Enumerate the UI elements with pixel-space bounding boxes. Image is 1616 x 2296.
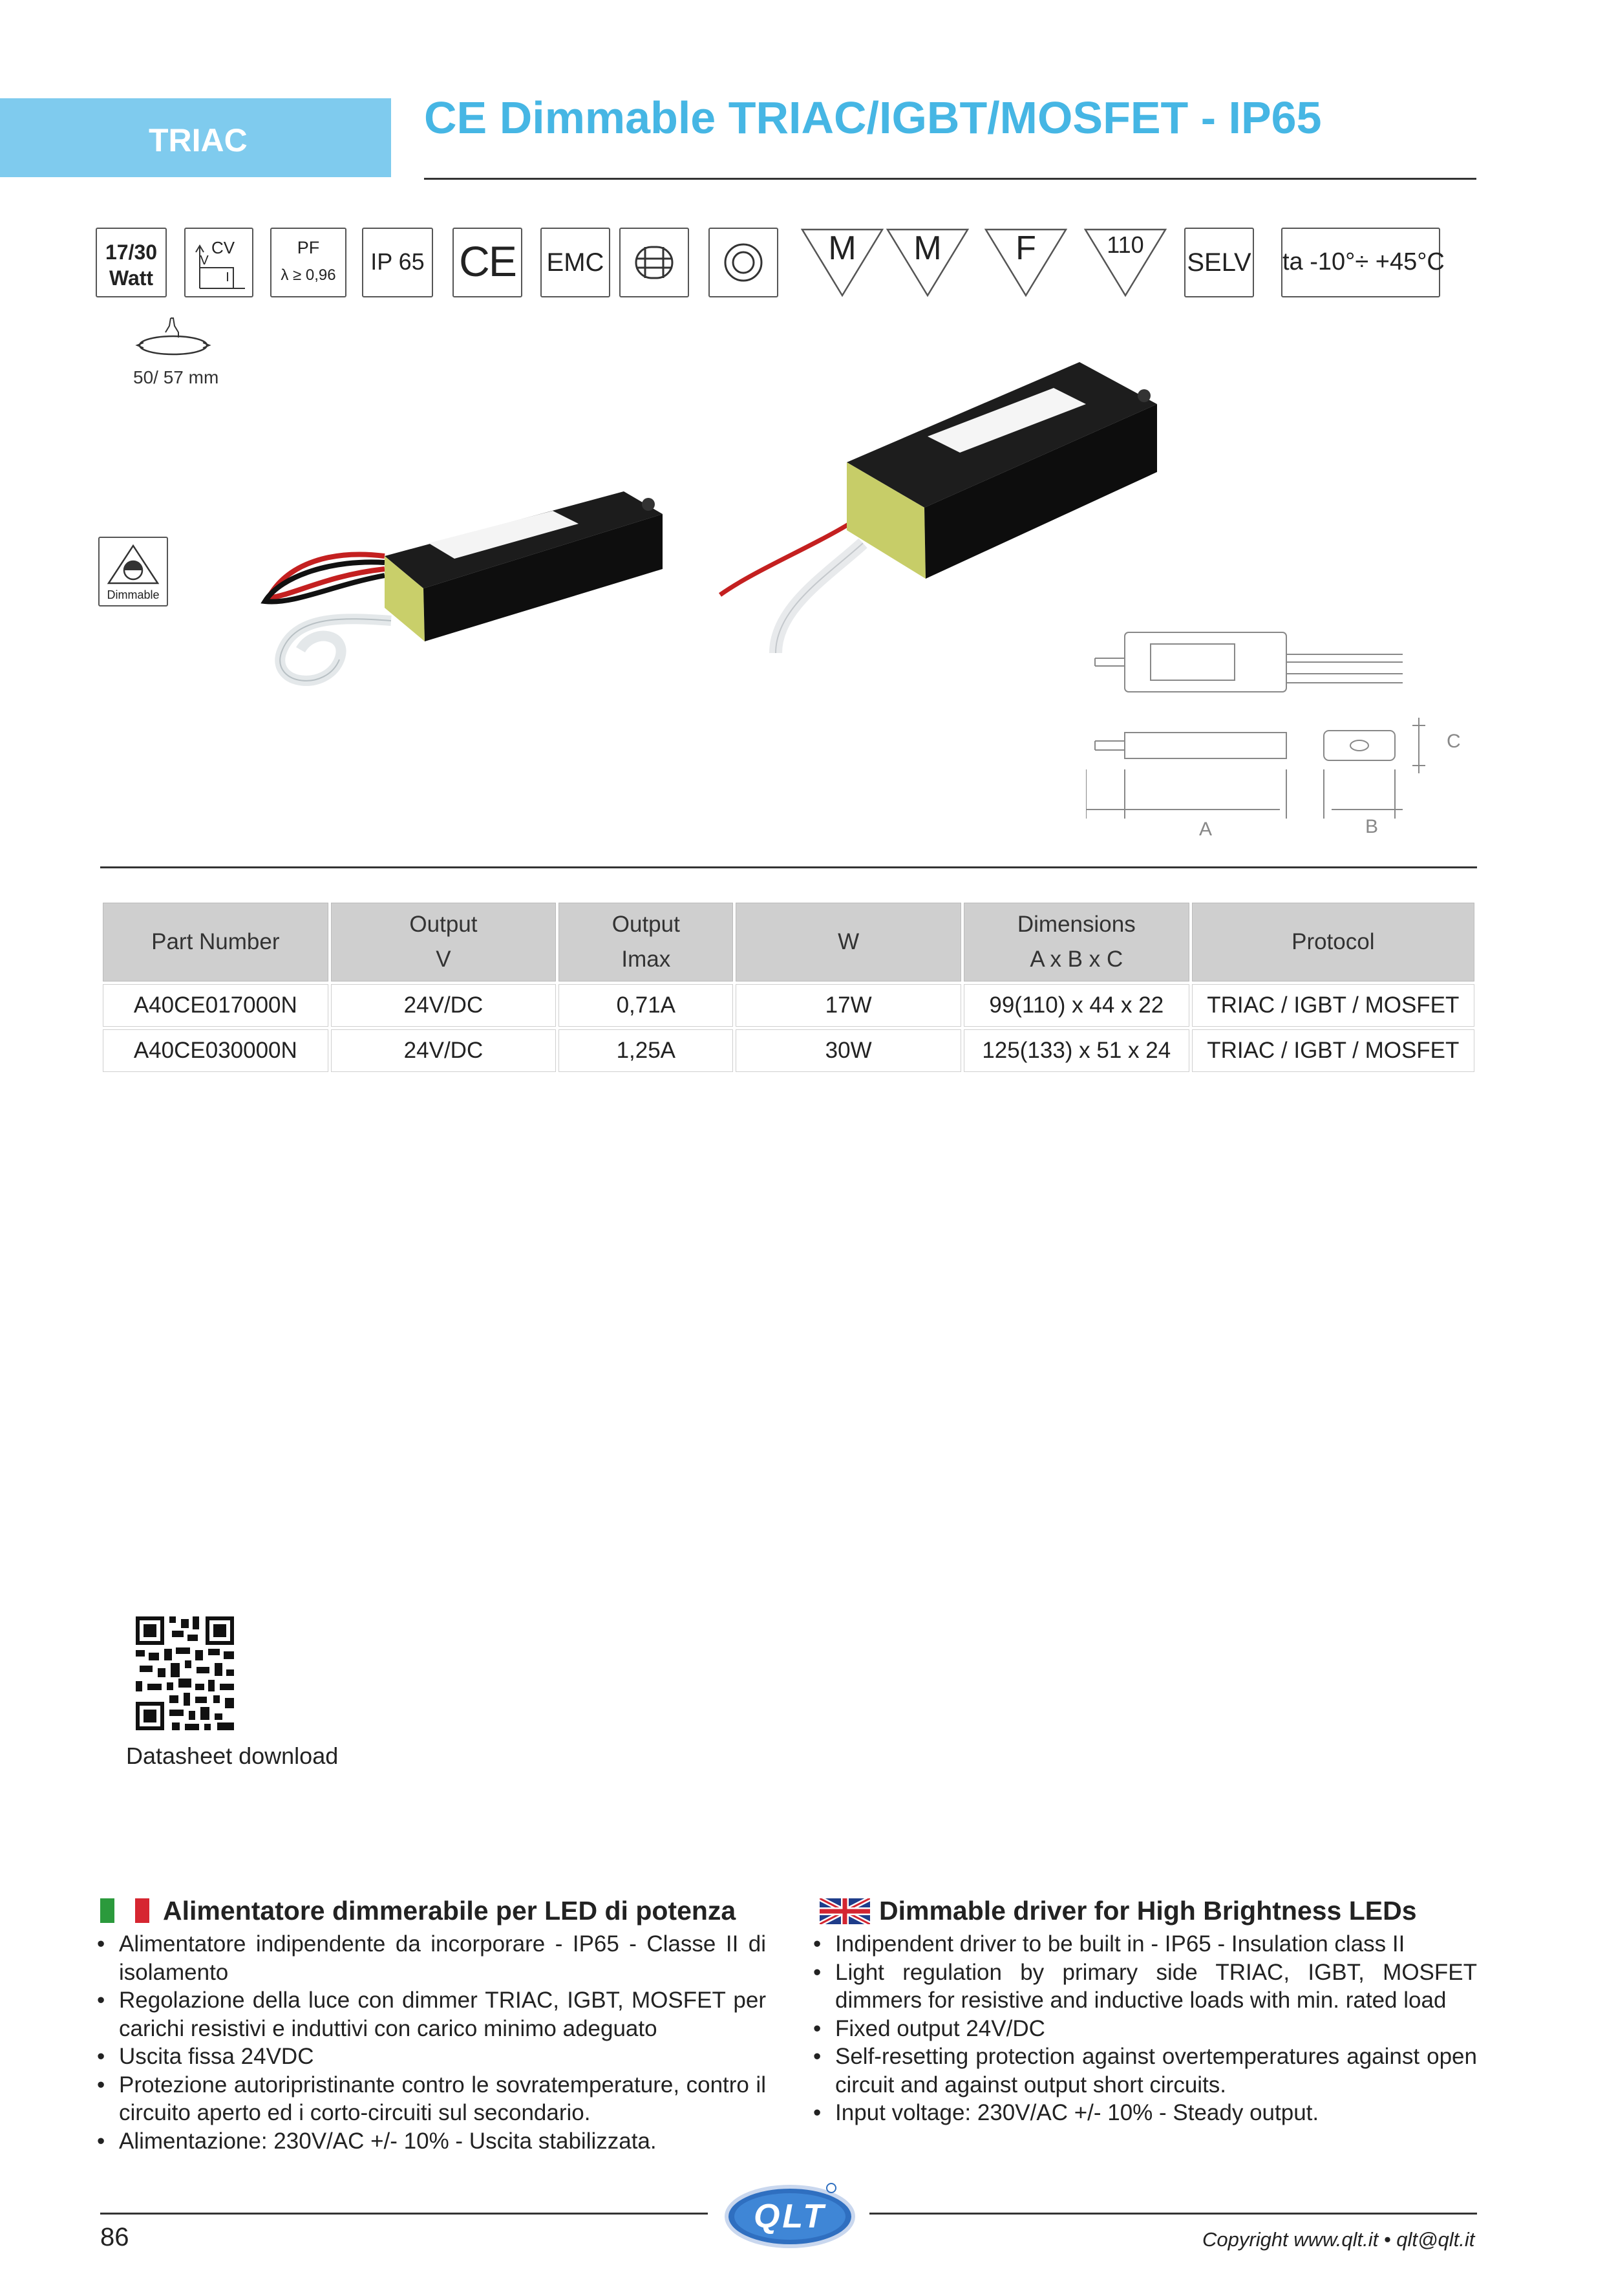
footer-rule-right	[869, 2213, 1477, 2215]
wattage-icon: 17/30 Watt	[96, 228, 167, 297]
footer-rule-left	[100, 2213, 708, 2215]
cell-dimensions: 125(133) x 51 x 24	[964, 1029, 1189, 1072]
cell-watt: 30W	[736, 1029, 961, 1072]
page-title: CE Dimmable TRIAC/IGBT/MOSFET - IP65	[424, 92, 1322, 143]
cell-protocol: TRIAC / IGBT / MOSFET	[1192, 984, 1474, 1027]
specs-table	[100, 900, 1477, 1075]
list-item: • Input voltage: 230V/AC +/- 10% - Steady output.	[813, 2099, 1477, 2127]
table-row	[103, 1029, 1474, 1072]
title-divider	[424, 178, 1476, 180]
header-output-imax: Output Imax	[558, 903, 733, 982]
mounting-hole-icon	[133, 317, 217, 369]
cell-output-v: 24V/DC	[331, 984, 557, 1027]
copyright: Copyright www.qlt.it • qlt@qlt.it	[1202, 2228, 1475, 2251]
m-mark-icon: M	[800, 228, 884, 297]
uk-flag-icon	[820, 1898, 870, 1924]
dimmable-icon: Dimmable	[98, 537, 168, 606]
list-item: • Fixed output 24V/DC	[813, 2015, 1477, 2043]
insulation-class-ii-icon	[708, 228, 778, 297]
list-item: • Regolazione della luce con dimmer TRIAC, IGBT, MOSFET per carichi resistivi e induttivi con carico minimo adeguato	[97, 1986, 766, 2043]
list-item: • Self-resetting protection against overtemperatures against open circuit and against output short circuits.	[813, 2043, 1477, 2099]
ip65-icon: IP 65	[362, 228, 433, 297]
cell-part-number: A40CE030000N	[103, 1029, 328, 1072]
italian-flag-icon	[100, 1898, 149, 1923]
constant-voltage-icon: CV V I	[184, 228, 253, 297]
cell-part-number: A40CE017000N	[103, 984, 328, 1027]
header-output-v: Output V	[331, 903, 557, 982]
qlt-logo: QLT	[723, 2180, 857, 2250]
category-tab-label: TRIAC	[149, 122, 248, 158]
italian-feature-list	[97, 1930, 766, 2155]
page-number: 86	[100, 2223, 129, 2251]
list-item: • Alimentatore indipendente da incorporare - IP65 - Classe II di isolamento	[97, 1930, 766, 1986]
list-item: • Indipendent driver to be built in - IP65 - Insulation class II	[813, 1930, 1477, 1958]
cell-output-imax: 0,71A	[558, 984, 733, 1027]
italian-section-title: Alimentatore dimmerabile per LED di potenza	[163, 1896, 736, 1926]
ce-mark-icon: CE	[452, 228, 522, 297]
cell-output-v: 24V/DC	[331, 1029, 557, 1072]
category-tab	[0, 98, 391, 177]
mm-mark-icon: M	[886, 228, 970, 297]
product-photo-small	[255, 478, 669, 705]
section-divider	[100, 866, 1477, 868]
english-section-title: Dimmable driver for High Brightness LEDs	[879, 1896, 1417, 1926]
cell-watt: 17W	[736, 984, 961, 1027]
table-header-row	[103, 903, 1474, 982]
list-item: • Uscita fissa 24VDC	[97, 2043, 766, 2071]
emc-icon: EMC	[540, 228, 610, 297]
selv-icon: SELV	[1184, 228, 1254, 297]
dimension-drawing	[1086, 621, 1480, 841]
product-photo-large	[718, 349, 1170, 653]
english-feature-list	[813, 1930, 1477, 2127]
qr-code[interactable]	[136, 1616, 234, 1730]
list-item: • Light regulation by primary side TRIAC, IGBT, MOSFET dimmers for resistive and inductive loads with min. rated load	[813, 1958, 1477, 2015]
power-factor-icon: PF λ ≥ 0,96	[270, 228, 346, 297]
dimension-label-b: B	[1365, 816, 1379, 837]
mounting-size-label: 50/ 57 mm	[133, 367, 219, 387]
temperature-110-icon: 110	[1083, 228, 1167, 297]
header-watt: W	[736, 903, 961, 982]
header-dimensions: Dimensions A x B x C	[964, 903, 1189, 982]
independent-driver-icon	[619, 228, 689, 297]
cell-output-imax: 1,25A	[558, 1029, 733, 1072]
header-protocol: Protocol	[1192, 903, 1474, 982]
dimension-label-c: C	[1447, 731, 1461, 752]
dimension-label-a: A	[1199, 819, 1213, 840]
list-item: • Protezione autoripristinante contro le sovratemperature, contro il circuito aperto ed i corto-circuiti sul secondario.	[97, 2071, 766, 2127]
ambient-temperature-icon: ta -10°÷ +45°C	[1281, 228, 1440, 297]
f-mark-icon: F	[984, 228, 1068, 297]
header-part-number: Part Number	[103, 903, 328, 982]
cell-dimensions: 99(110) x 44 x 22	[964, 984, 1189, 1027]
qr-caption: Datasheet download	[126, 1743, 339, 1769]
cell-protocol: TRIAC / IGBT / MOSFET	[1192, 1029, 1474, 1072]
list-item: • Alimentazione: 230V/AC +/- 10% - Uscita stabilizzata.	[97, 2127, 766, 2156]
table-row	[103, 984, 1474, 1027]
